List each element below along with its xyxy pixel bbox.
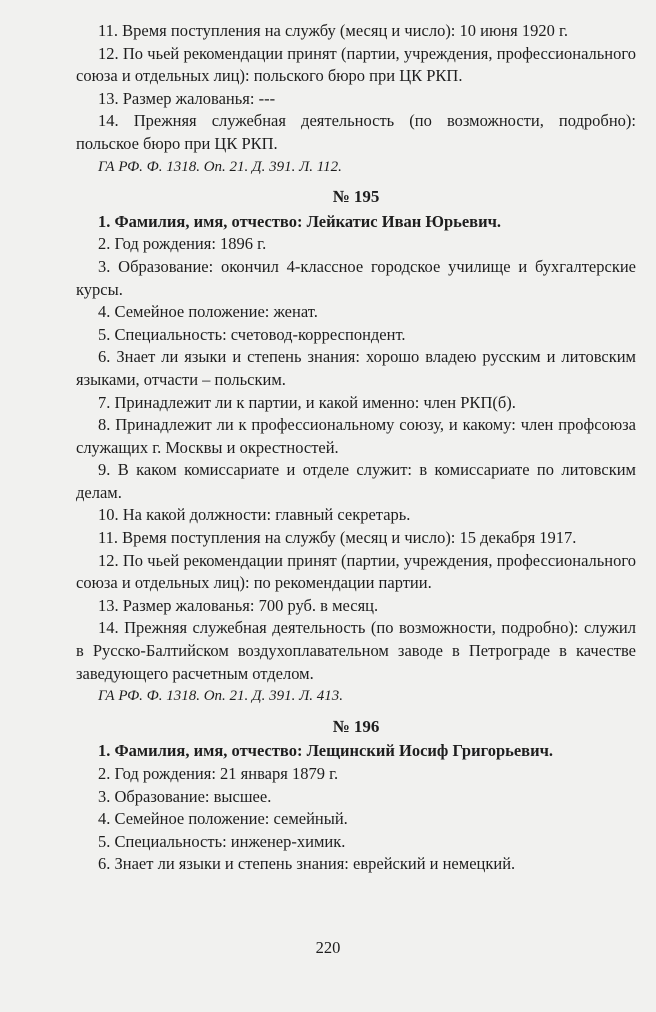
- intro-field-13: 13. Размер жалованья: ---: [98, 88, 276, 108]
- record-field: 13. Размер жалованья: 700 руб. в месяц.: [98, 595, 379, 615]
- record-field: 5. Специальность: инженер-химик.: [98, 831, 346, 851]
- record-field: 11. Время поступления на службу (месяц и число): 15 декабря 1917.: [98, 528, 577, 548]
- record-field: 4. Семейное положение: семейный.: [98, 809, 348, 829]
- record-196: [76, 716, 636, 876]
- page-text: [76, 20, 636, 876]
- record-field: 10. На какой должности: главный секретарь.: [98, 505, 411, 525]
- record-field: 3. Образование: высшее.: [98, 786, 272, 806]
- record-name: 1. Фамилия, имя, отчество: Лейкатис Иван Юрьевич.: [98, 211, 502, 231]
- record-field: 2. Год рождения: 21 января 1879 г.: [98, 764, 339, 783]
- page-number: 220: [315, 938, 341, 957]
- record-field: 4. Семейное положение: женат.: [98, 302, 318, 322]
- record-field: 8. Принадлежит ли к профессиональному союзу, и какому: член профсоюза служащих г. Москвы и окрестностей.: [76, 415, 636, 457]
- record-field: 7. Принадлежит ли к партии, и какой именно: член РКП(б).: [98, 392, 516, 412]
- record-field: 14. Прежняя служебная деятельность (по возможности, подробно): служил в Русско-Балтийском воздухоплавательном заводе в Петрограде в качестве заведующего расчетным отделом.: [76, 618, 636, 683]
- record-field: 2. Год рождения: 1896 г.: [98, 234, 267, 254]
- record-field: 3. Образование: окончил 4-классное городское училище и бухгалтерские курсы.: [76, 256, 636, 299]
- record-field: 5. Специальность: счетовод-корреспондент.: [98, 324, 406, 344]
- record-name: 1. Фамилия, имя, отчество: Лещинский Иосиф Григорьевич.: [98, 741, 554, 761]
- record-195: [76, 186, 636, 708]
- archive-reference: ГА РФ. Ф. 1318. Оп. 21. Д. 391. Л. 112.: [98, 158, 342, 175]
- intro-field-12: 12. По чьей рекомендации принят (партии, учреждения, профессионального союза и отдельных лиц): польского бюро при ЦК РКП.: [76, 43, 636, 86]
- record-number: № 195: [332, 187, 380, 207]
- record-field: 6. Знает ли языки и степень знания: еврейский и немецкий.: [98, 854, 516, 874]
- record-field: 12. По чьей рекомендации принят (партии, учреждения, профессионального союза и отдельных лиц): по рекомендации партии.: [76, 550, 636, 593]
- record-field: 9. В каком комиссариате и отделе служит: в комиссариате по литовским делам.: [76, 460, 636, 502]
- record-field: 6. Знает ли языки и степень знания: хорошо владею русским и литовским языками, отчасти – польским.: [76, 347, 636, 389]
- intro-field-11: 11. Время поступления на службу (месяц и число): 10 июня 1920 г.: [98, 21, 569, 40]
- intro-field-14: 14. Прежняя служебная деятельность (по возможности, подробно): польское бюро при ЦК РКП.: [76, 111, 636, 153]
- record-number: № 196: [332, 716, 380, 736]
- archive-reference: ГА РФ. Ф. 1318. Оп. 21. Д. 391. Л. 413.: [98, 688, 343, 705]
